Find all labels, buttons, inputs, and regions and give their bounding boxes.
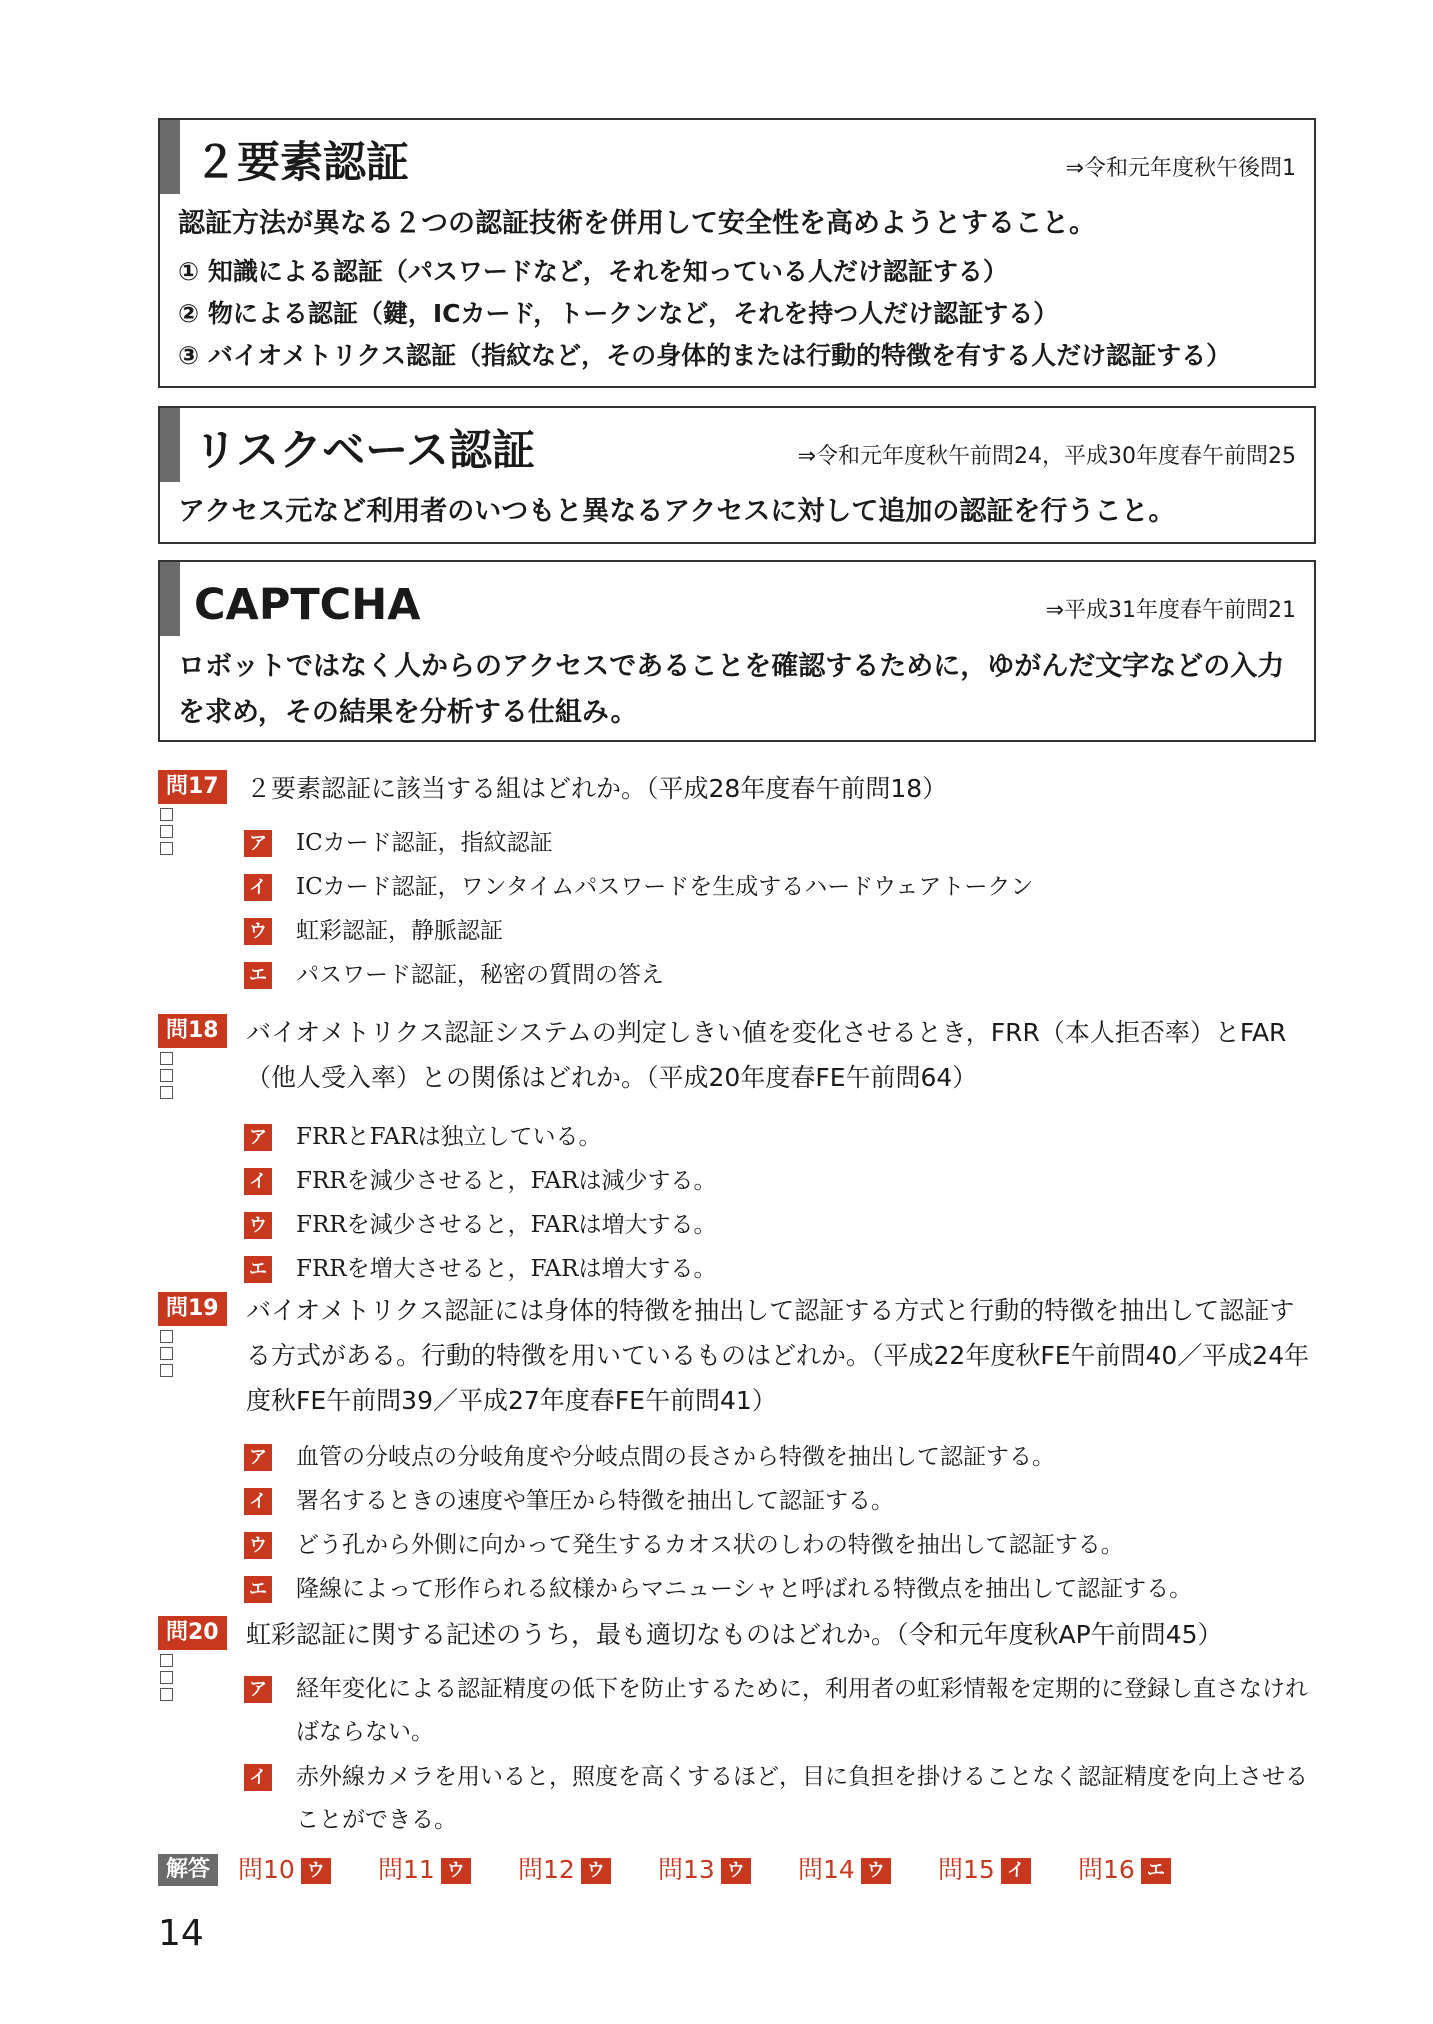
answer-value: ウ	[441, 1858, 471, 1884]
choice-text: 虹彩認証，静脈認証	[296, 918, 503, 944]
check-boxes	[160, 1654, 174, 1705]
answer-value: ウ	[301, 1858, 331, 1884]
choice-text: 経年変化による認証精度の低下を防止するために，利用者の虹彩情報を定期的に登録し直さなければならない。	[296, 1676, 1308, 1745]
checkbox[interactable]	[160, 1052, 173, 1065]
answer-question: 問11	[378, 1855, 435, 1884]
answer-value: ウ	[581, 1858, 611, 1884]
answer-question: 問15	[938, 1855, 995, 1884]
checkbox[interactable]	[160, 1347, 173, 1360]
answer-item	[938, 1852, 1031, 1888]
box-item: ③ バイオメトリクス認証（指紋など，その身体的または行動的特徴を有する人だけ認証する）	[178, 341, 1232, 370]
checkbox[interactable]	[160, 842, 173, 855]
checkbox[interactable]	[160, 808, 173, 821]
answer-question: 問10	[238, 1855, 295, 1884]
box-item: ② 物による認証（鍵，ICカード，トークンなど，それを持つ人だけ認証する）	[178, 299, 1059, 328]
box-title: ２要素認証	[194, 138, 409, 188]
answer-value: イ	[1001, 1858, 1031, 1884]
answer-item	[518, 1852, 611, 1888]
box-description: 認証方法が異なる２つの認証技術を併用して安全性を高めようとすること。	[178, 208, 1096, 239]
choice-text: FRRを減少させると，FARは減少する。	[296, 1168, 717, 1194]
choice-text: FRRを増大させると，FARは増大する。	[296, 1256, 717, 1282]
answer-row	[158, 1852, 1318, 1888]
answer-question: 問14	[798, 1855, 855, 1884]
choice-label: ウ	[244, 918, 272, 945]
choice-text: パスワード認証，秘密の質問の答え	[296, 962, 664, 988]
answer-item	[1078, 1852, 1171, 1888]
answer-question: 問16	[1078, 1855, 1135, 1884]
choice-label: ア	[244, 1676, 272, 1703]
answer-value: ウ	[721, 1858, 751, 1884]
answer-value: エ	[1141, 1858, 1171, 1884]
box-reference: ⇒令和元年度秋午後問1	[1065, 156, 1296, 181]
answer-item	[798, 1852, 891, 1888]
check-boxes	[160, 808, 174, 859]
checkbox[interactable]	[160, 1330, 173, 1343]
box-reference: ⇒平成31年度春午前問21	[1045, 598, 1296, 623]
title-bar	[160, 562, 180, 636]
choice-label: イ	[244, 1764, 272, 1791]
answer-value: ウ	[861, 1858, 891, 1884]
title-bar	[160, 408, 180, 482]
check-boxes	[160, 1330, 174, 1381]
question-number: 問20	[158, 1616, 227, 1650]
box-reference: ⇒令和元年度秋午前問24，平成30年度春午前問25	[797, 444, 1296, 469]
answer-question: 問12	[518, 1855, 575, 1884]
box-title: リスクベース認証	[194, 426, 535, 476]
question-number: 問19	[158, 1292, 227, 1326]
choice-label: イ	[244, 1488, 272, 1515]
checkbox[interactable]	[160, 1086, 173, 1099]
checkbox[interactable]	[160, 825, 173, 838]
choice-text: 赤外線カメラを用いると，照度を高くするほど，目に負担を掛けることなく認証精度を向上させることができる。	[296, 1764, 1308, 1833]
question-text: バイオメトリクス認証には身体的特徴を抽出して認証する方式と行動的特徴を抽出して認証する方式がある。行動的特徴を用いているものはどれか。（平成22年度秋FE午前問40／平成24年度秋FE午前問39／平成27年度春FE午前問41）	[246, 1296, 1310, 1415]
checkbox[interactable]	[160, 1671, 173, 1684]
check-boxes	[160, 1052, 174, 1103]
choice-text: FRRを減少させると，FARは増大する。	[296, 1212, 717, 1238]
answer-item	[658, 1852, 751, 1888]
question-text: バイオメトリクス認証システムの判定しきい値を変化させるとき，FRR（本人拒否率）とFAR（他人受入率）との関係はどれか。（平成20年度春FE午前問64）	[246, 1018, 1287, 1092]
box-item: ① 知識による認証（パスワードなど，それを知っている人だけ認証する）	[178, 257, 1008, 286]
choice-label: イ	[244, 874, 272, 901]
choice-text: ICカード認証，指紋認証	[296, 830, 553, 856]
concept-box-two-factor	[158, 118, 1316, 388]
question-text: ２要素認証に該当する組はどれか。（平成28年度春午前問18）	[246, 774, 948, 803]
answer-item	[378, 1852, 471, 1888]
choice-text: 隆線によって形作られる紋様からマニューシャと呼ばれる特徴点を抽出して認証する。	[296, 1576, 1193, 1602]
answer-item	[238, 1852, 331, 1888]
choice-label: エ	[244, 1256, 272, 1283]
question-19	[158, 1288, 1318, 1604]
answer-question: 問13	[658, 1855, 715, 1884]
checkbox[interactable]	[160, 1069, 173, 1082]
choice-text: 血管の分岐点の分岐角度や分岐点間の長さから特徴を抽出して認証する。	[296, 1444, 1055, 1470]
box-description: アクセス元など利用者のいつもと異なるアクセスに対して追加の認証を行うこと。	[178, 496, 1176, 527]
choice-label: ウ	[244, 1212, 272, 1239]
question-number: 問17	[158, 770, 227, 804]
choice-text: FRRとFARは独立している。	[296, 1124, 602, 1150]
question-20	[158, 1612, 1318, 1832]
question-number: 問18	[158, 1014, 227, 1048]
choice-label: エ	[244, 1576, 272, 1603]
checkbox[interactable]	[160, 1364, 173, 1377]
box-title: CAPTCHA	[194, 580, 421, 630]
checkbox[interactable]	[160, 1654, 173, 1667]
choice-label: イ	[244, 1168, 272, 1195]
choice-label: ア	[244, 830, 272, 857]
concept-box-risk-based	[158, 406, 1316, 544]
choice-text: 署名するときの速度や筆圧から特徴を抽出して認証する。	[296, 1488, 894, 1514]
question-17	[158, 766, 1318, 986]
answer-label: 解答	[158, 1854, 218, 1886]
box-description: ロボットではなく人からのアクセスであることを確認するために，ゆがんだ文字などの入力を求め，その結果を分析する仕組み。	[178, 651, 1285, 728]
checkbox[interactable]	[160, 1688, 173, 1701]
choice-text: どう孔から外側に向かって発生するカオス状のしわの特徴を抽出して認証する。	[296, 1532, 1124, 1558]
title-bar	[160, 120, 180, 194]
choice-label: ウ	[244, 1532, 272, 1559]
question-text: 虹彩認証に関する記述のうち，最も適切なものはどれか。（令和元年度秋AP午前問45）	[246, 1620, 1223, 1649]
choice-label: ア	[244, 1444, 272, 1471]
question-18	[158, 1010, 1318, 1282]
concept-box-captcha	[158, 560, 1316, 742]
choice-label: ア	[244, 1124, 272, 1151]
choice-label: エ	[244, 962, 272, 989]
choice-text: ICカード認証，ワンタイムパスワードを生成するハードウェアトークン	[296, 874, 1034, 900]
page-number: 14	[158, 1913, 204, 1954]
